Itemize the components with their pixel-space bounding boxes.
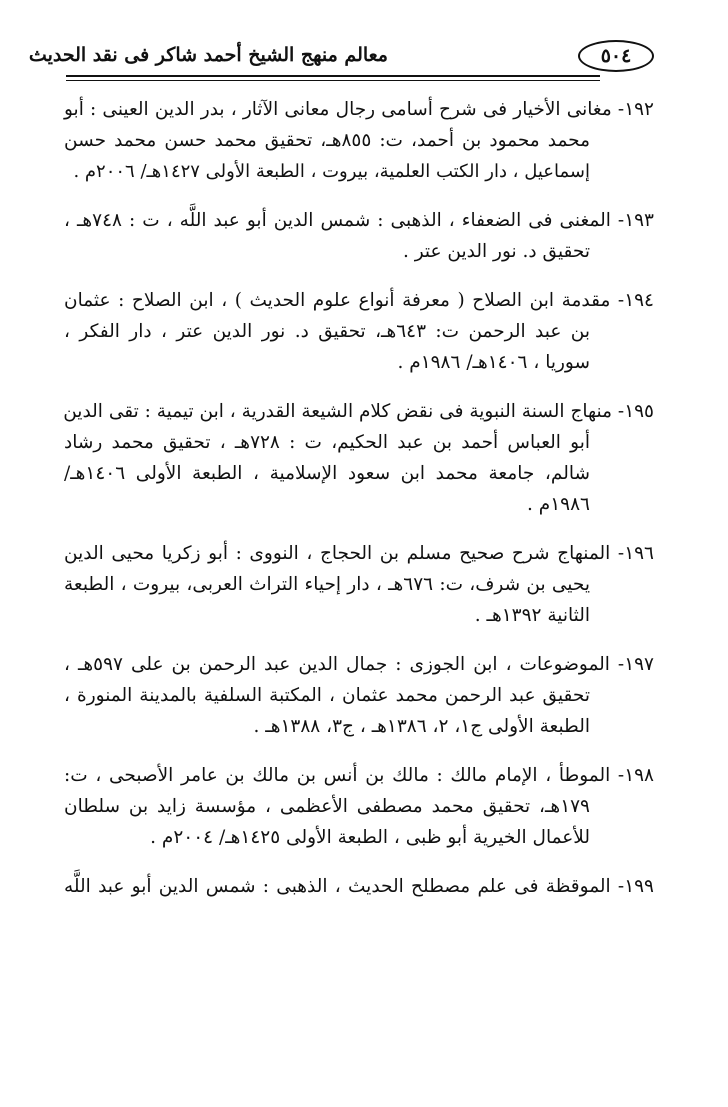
bibliography-entry-192 xyxy=(64,94,654,187)
bibliography-list xyxy=(64,94,654,920)
entry-line: تحقيق عبد الرحمن محمد عثمان ، المكتبة السلفية بالمدينة المنورة ، xyxy=(64,685,590,706)
entry-line: يحيى بن شرف، ت: ٦٧٦هـ ، دار إحياء التراث العربى، بيروت ، الطبعة xyxy=(64,574,590,595)
entry-line: شالم، جامعة محمد ابن سعود الإسلامية ، الطبعة الأولى ١٤٠٦هـ/ xyxy=(64,463,590,484)
entry-line: تحقيق د. نور الدين عتر . xyxy=(402,241,590,262)
bibliography-entry-194 xyxy=(64,285,654,378)
entry-line: ١٧٩هـ، تحقيق محمد مصطفى الأعظمى ، مؤسسة زايد بن سلطان xyxy=(64,796,590,817)
entry-line: الثانية ١٣٩٢هـ . xyxy=(474,605,590,626)
bibliography-entry-198 xyxy=(64,760,654,853)
bibliography-entry-193 xyxy=(64,205,654,267)
entry-line: للأعمال الخيرية أبو ظبى ، الطبعة الأولى ١٤٢٥هـ/ ٢٠٠٤م . xyxy=(150,827,590,848)
running-header xyxy=(28,30,660,82)
entry-line: أبو العباس أحمد بن عبد الحكيم، ت : ٧٢٨هـ ، تحقيق محمد رشاد xyxy=(64,432,590,453)
bibliography-entry-196 xyxy=(64,538,654,631)
entry-line: ١٩٣- المغنى فى الضعفاء ، الذهبى : شمس الدين أبو عبد اللَّه ، ت : ٧٤٨هـ ، xyxy=(64,210,654,231)
header-rule xyxy=(66,75,600,77)
entry-line: ١٩٦- المنهاج شرح صحيح مسلم بن الحجاج ، النووى : أبو زكريا محيى الدين xyxy=(64,543,654,564)
running-title: معالم منهج الشيخ أحمد شاكر فى نقد الحديث xyxy=(28,44,388,66)
entry-line: الطبعة الأولى ج١، ٢، ١٣٨٦هـ ، ج٣، ١٣٨٨هـ . xyxy=(253,716,590,737)
entry-line: ١٩٥- منهاج السنة النبوية فى نقض كلام الشيعة القدرية ، ابن تيمية : تقى الدين xyxy=(63,401,654,422)
entry-line: محمد محمود بن أحمد، ت: ٨٥٥هـ، تحقيق محمد حسن محمد حسن xyxy=(64,130,590,151)
bibliography-entry-197 xyxy=(64,649,654,742)
entry-line: بن عبد الرحمن ت: ٦٤٣هـ، تحقيق د. نور الدين عتر ، دار الفكر ، xyxy=(64,321,590,342)
entry-line: ١٩٤- مقدمة ابن الصلاح ( معرفة أنواع علوم الحديث ) ، ابن الصلاح : عثمان xyxy=(64,290,654,311)
page-number: ٥٠٤ xyxy=(600,45,632,67)
entry-line: إسماعيل ، دار الكتب العلمية، بيروت ، الطبعة الأولى ١٤٢٧هـ/ ٢٠٠٦م . xyxy=(73,161,590,182)
header-rule-thin xyxy=(66,80,600,81)
bibliography-entry-199 xyxy=(64,871,654,902)
entry-line: ١٩٨٦م . xyxy=(527,494,590,515)
entry-line: ١٩٩- الموقظة فى علم مصطلح الحديث ، الذهبى : شمس الدين أبو عبد اللَّه xyxy=(64,876,654,897)
bibliography-entry-195 xyxy=(64,396,654,520)
entry-line: سوريا ، ١٤٠٦هـ/ ١٩٨٦م . xyxy=(397,352,590,373)
entry-line: ١٩٨- الموطأ ، الإمام مالك : مالك بن أنس بن مالك بن عامر الأصبحى ، ت: xyxy=(64,765,654,786)
page-number-oval xyxy=(578,40,654,72)
entry-line: ١٩٧- الموضوعات ، ابن الجوزى : جمال الدين عبد الرحمن بن على ٥٩٧هـ ، xyxy=(64,654,654,675)
entry-line: ١٩٢- مغانى الأخيار فى شرح أسامى رجال معانى الآثار ، بدر الدين العينى : أبو xyxy=(64,99,654,120)
